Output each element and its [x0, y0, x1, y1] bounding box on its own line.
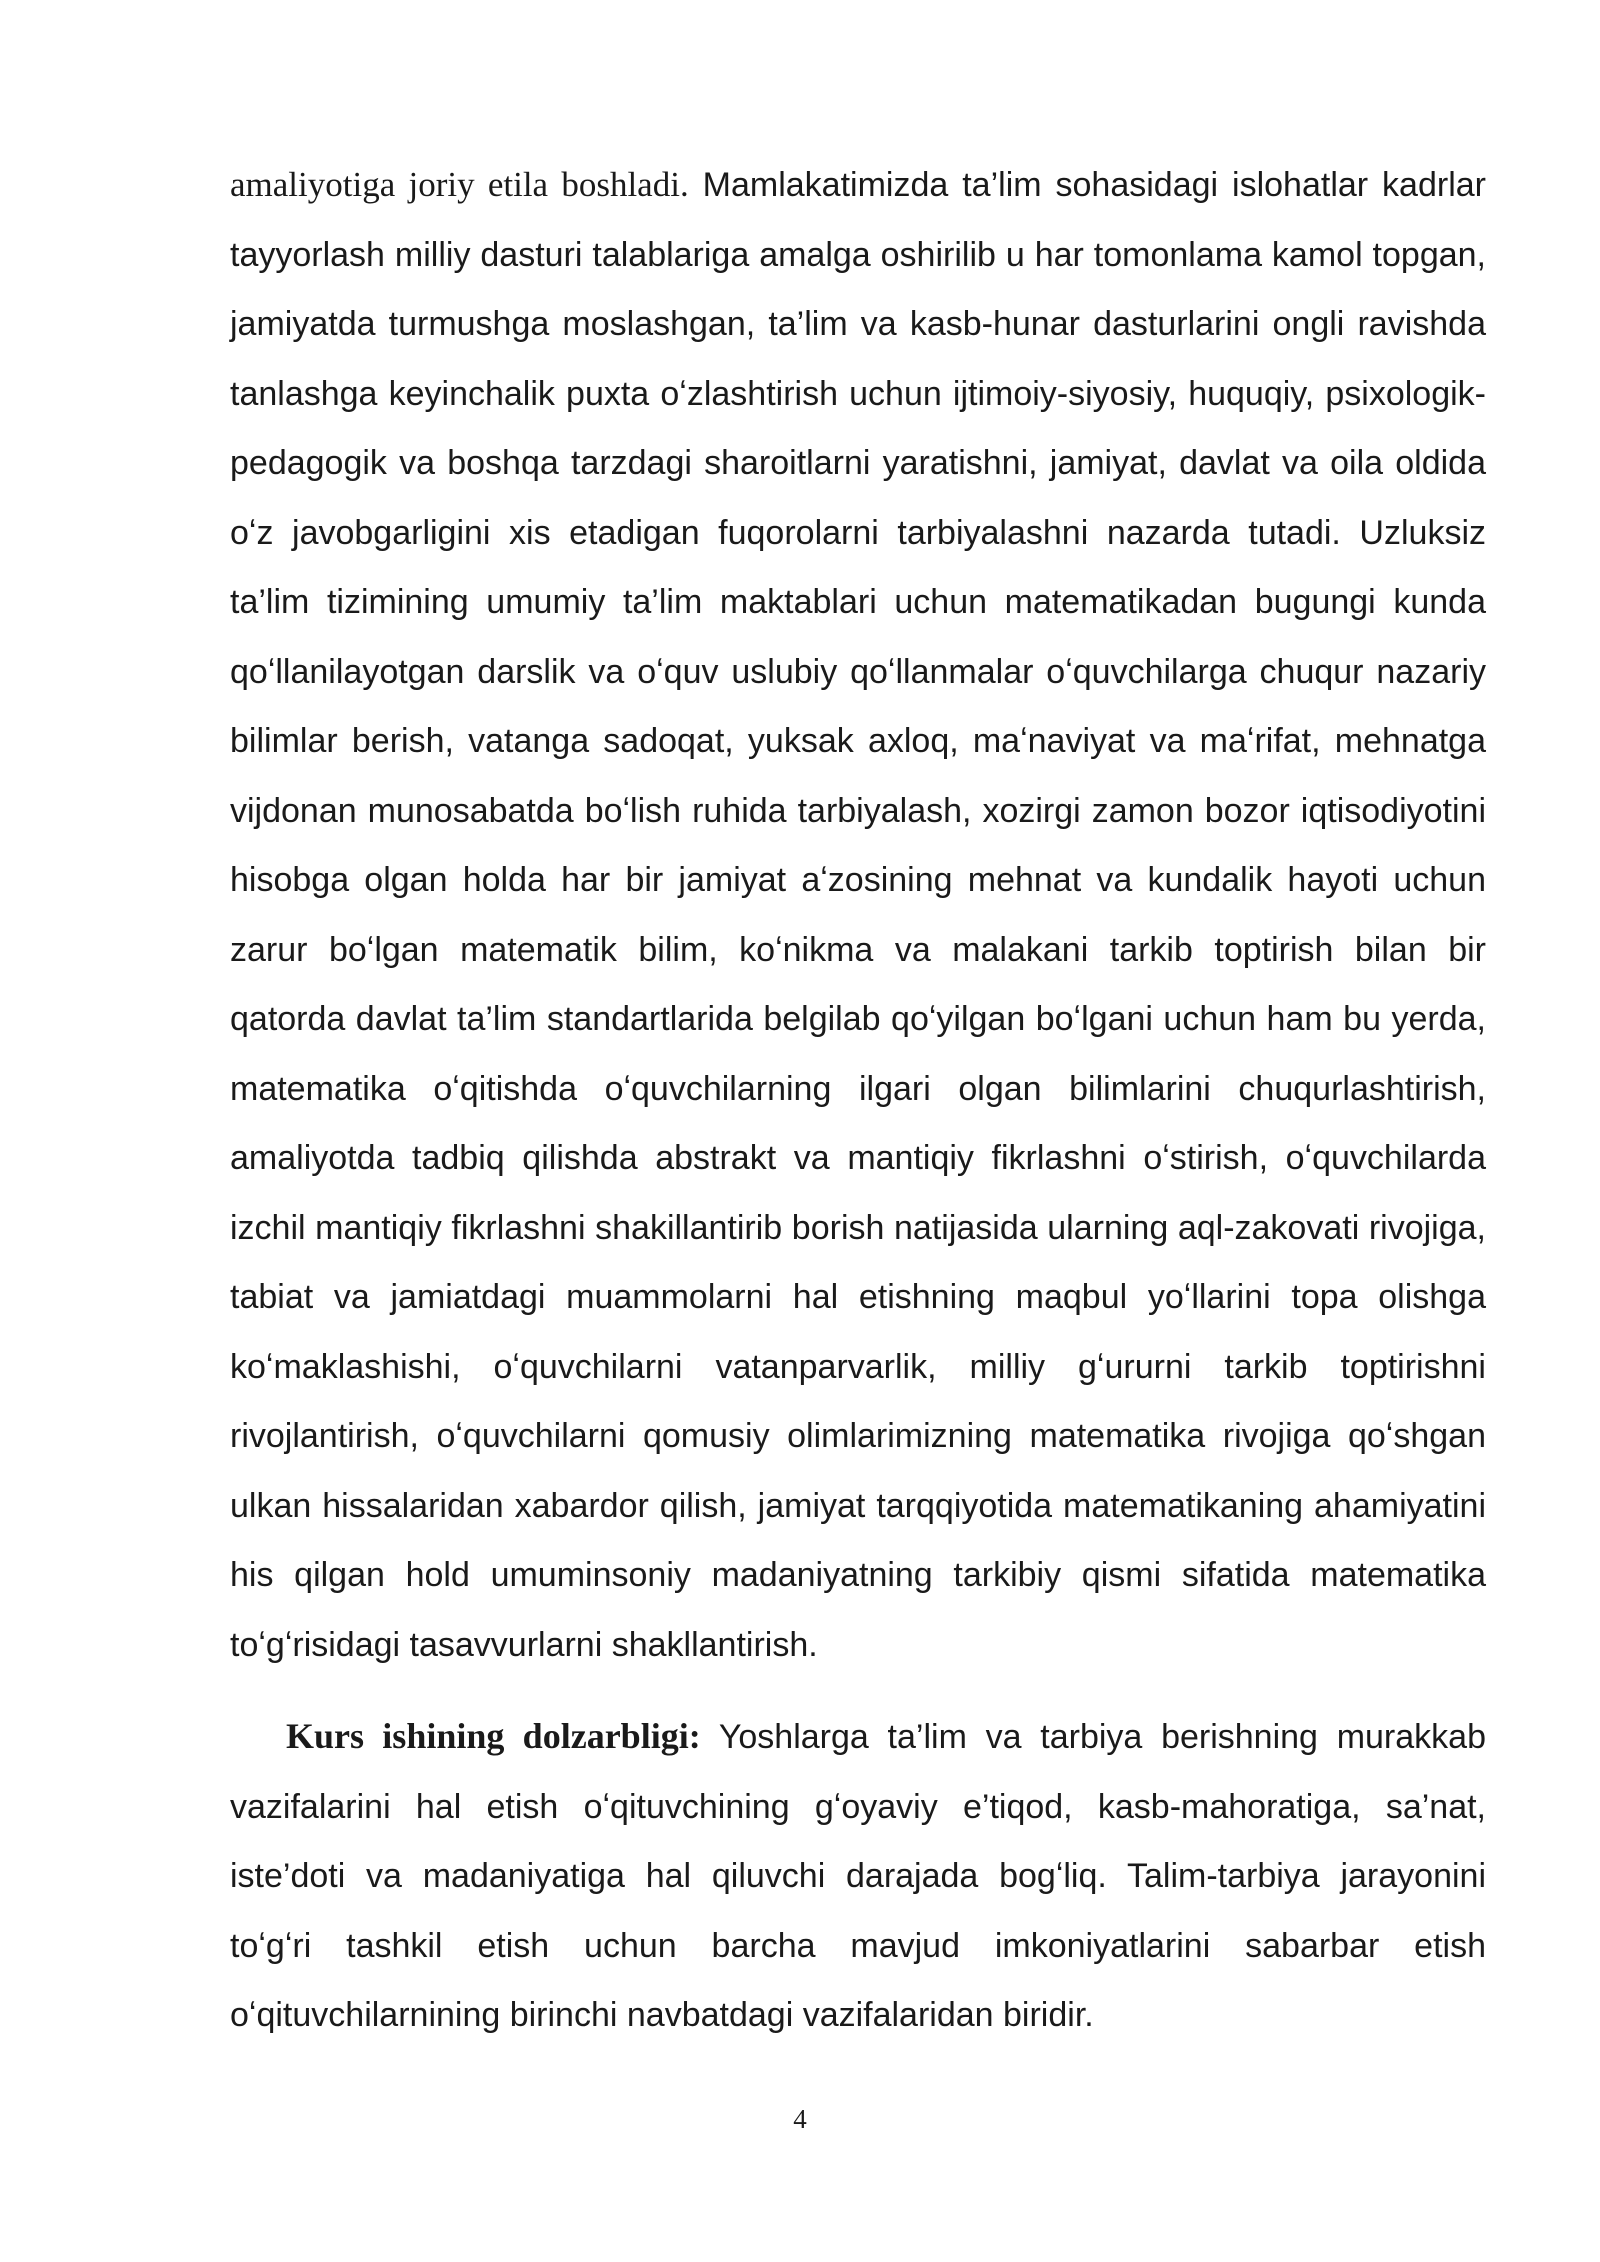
page-number: 4 [793, 2104, 807, 2134]
document-page [230, 150, 1486, 2051]
paragraph-lead-text: amaliyotiga joriy etila boshladi. [230, 165, 689, 204]
body-paragraph [230, 150, 1486, 1680]
paragraph-body-text: Mamlakatimizda ta’lim sohasidagi islohatlar kadrlar tayyorlash milliy dasturi talablariga amalga oshirilib u har tomonlama kamol topgan, jamiyatda turmushga moslashgan, ta’lim va kasb-hunar dasturlarini ongli ravishda tanlashga keyinchalik puxta oʻzlashtirish uchun ijtimoiy-siyosiy, huquqiy, psixologik-pedagogik va boshqa tarzdagi sharoitlarni yaratishni, jamiyat, davlat va oila oldida oʻz javobgarligini xis etadigan fuqorolarni tarbiyalashni nazarda tutadi. Uzluksiz ta’lim tizimining umumiy ta’lim maktablari uchun matematikadan bugungi kunda qoʻllanilayotgan darslik va oʻquv uslubiy qoʻllanmalar oʻquvchilarga chuqur nazariy bilimlar berish, vatanga sadoqat, yuksak axloq, maʻnaviyat va maʻrifat, mehnatga vijdonan munosabatda boʻlish ruhida tarbiyalash, xozirgi zamon bozor iqtisodiyotini hisobga olgan holda har bir jamiyat aʻzosining mehnat va kundalik hayoti uchun zarur boʻlgan matematik bilim, koʻnikma va malakani tarkib toptirish bilan bir qatorda davlat ta’lim standartlarida belgilab qoʻyilgan boʻlgani uchun ham bu yerda, matematika oʻqitishda oʻquvchilarning ilgari olgan bilimlarini chuqurlashtirish, amaliyotda tadbiq qilishda abstrakt va mantiqiy fikrlashni oʻstirish, oʻquvchilarda izchil mantiqiy fikrlashni shakillantirib borish natijasida ularning aql-zakovati rivojiga, tabiat va jamiatdagi muammolarni hal etishning maqbul yoʻllarini topa olishga koʻmaklashishi, oʻquvchilarni vatanparvarlik, milliy gʻururni tarkib toptirishni rivojlantirish, oʻquvchilarni qomusiy olimlarimizning matematika rivojiga qoʻshgan ulkan hissalaridan xabardor qilish, jamiyat tarqqiyotida matematikaning ahamiyatini his qilgan hold umuminsoniy madaniyatning tarkibiy qismi sifatida matematika toʻgʻrisidagi tasavvurlarni shakllantirish. [230, 166, 1486, 1664]
section-heading: Kurs ishining dolzarbligi: [286, 1716, 701, 1756]
relevance-body-text: Yoshlarga ta’lim va tarbiya berishning murakkab vazifalarini hal etish oʻqituvchining gʻoyaviy e’tiqod, kasb-mahoratiga, sa’nat, iste’doti va madaniyatiga hal qiluvchi darajada bogʻliq. Talim-tarbiya jarayonini toʻgʻri tashkil etish uchun barcha mavjud imkoniyatlarini sabarbar etish oʻqituvchilarnining birinchi navbatdagi vazifalaridan biridir. [230, 1718, 1486, 2034]
relevance-paragraph [230, 1702, 1486, 2051]
